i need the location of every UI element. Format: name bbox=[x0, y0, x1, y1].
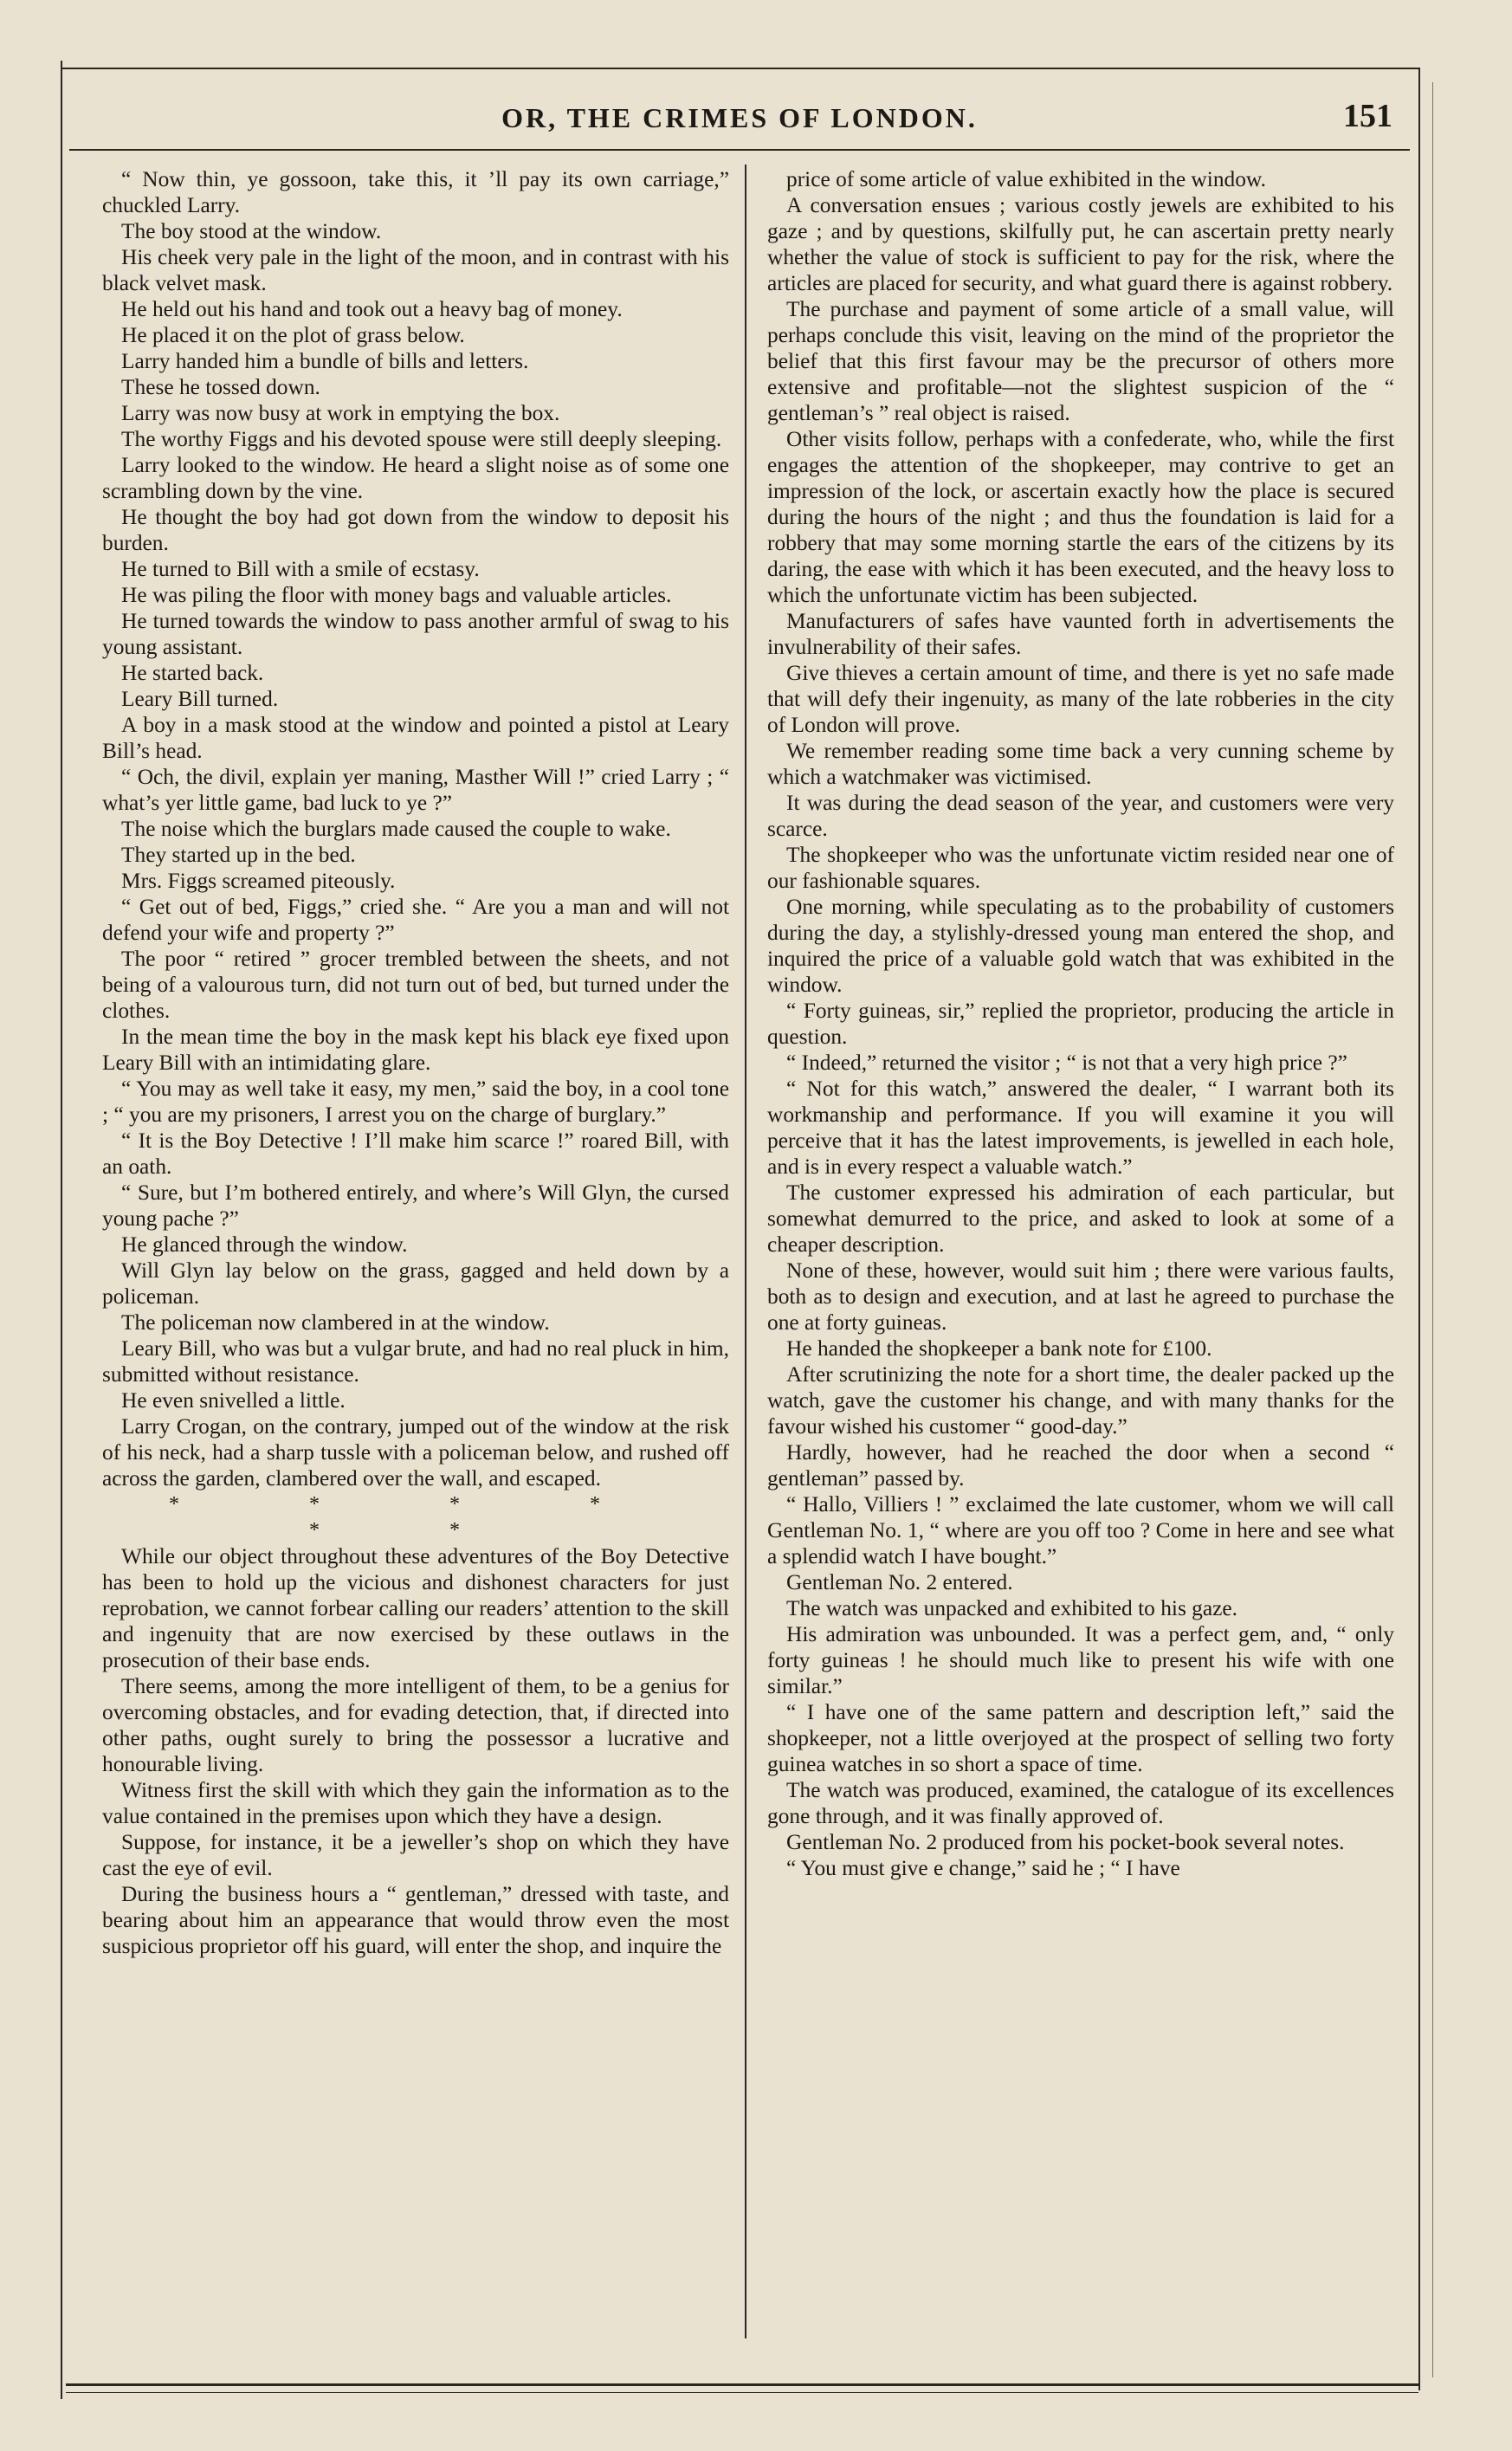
paragraph: He handed the shopkeeper a bank note for £100. bbox=[786, 1336, 1212, 1361]
paragraph: Gentleman No. 2 produced from his pocket-book several notes. bbox=[786, 1830, 1345, 1854]
paragraph: “ Och, the divil, explain yer maning, Masther Will !” cried Larry ; “ what’s yer little game, bad luck to ye ?” bbox=[102, 765, 729, 815]
paragraph: “ Not for this watch,” answered the dealer, “ I warrant both its workmanship and performance. If you will examine it you will perceive that it has the latest improvements, is jewelled in each hole, and is in every respect a valuable watch.” bbox=[767, 1077, 1394, 1179]
frame-left-rule bbox=[61, 61, 62, 2399]
frame-right-rule bbox=[1418, 69, 1420, 2390]
bottom-rule-thin bbox=[66, 2392, 1418, 2393]
running-title: OR, THE CRIMES OF LONDON. bbox=[501, 102, 978, 133]
paragraph: “ It is the Boy Detective ! I’ll make him scarce !” roared Bill, with an oath. bbox=[102, 1128, 729, 1179]
paragraph: The purchase and payment of some article of a small value, will perhaps conclude this visit, leaving on the mind of the proprietor the belief that this first favour may be the precursor of others more extensive and profitable—not the slightest suspicion of the “ gentleman’s ” real object is raised. bbox=[767, 297, 1394, 425]
paragraph: The watch was produced, examined, the catalogue of its excellences gone through, and it was finally approved of. bbox=[767, 1778, 1394, 1828]
paragraph: Larry handed him a bundle of bills and letters. bbox=[121, 349, 529, 373]
paragraph: The watch was unpacked and exhibited to his gaze. bbox=[786, 1596, 1238, 1620]
paragraph: During the business hours a “ gentleman,” dressed with taste, and bearing about him an appearance that would throw even the most suspicious proprietor off his guard, will enter the shop, and inquire the bbox=[102, 1882, 729, 1958]
paragraph: He started back. bbox=[121, 661, 264, 685]
paragraph: He thought the boy had got down from the window to deposit his burden. bbox=[102, 505, 729, 555]
paragraph: One morning, while speculating as to the probability of customers during the day, a stylishly-dressed young man entered the shop, and inquired the price of a valuable gold watch that was exhibited in the window. bbox=[767, 895, 1394, 997]
paragraph: Hardly, however, had he reached the door when a second “ gentleman” passed by. bbox=[767, 1440, 1394, 1491]
paragraph: “ Hallo, Villiers ! ” exclaimed the late customer, whom we will call Gentleman No. 1, “ where are you off too ? Come in here and see what a splendid watch I have bought.” bbox=[767, 1492, 1394, 1568]
paragraph: There seems, among the more intelligent of them, to be a genius for overcoming obstacles, and for evading detection, that, if directed into other paths, ought surely to bring the possessor a lucrative and honourable living. bbox=[102, 1674, 729, 1776]
paragraph: A boy in a mask stood at the window and pointed a pistol at Leary Bill’s head. bbox=[102, 713, 729, 763]
paragraph: The boy stood at the window. bbox=[121, 219, 382, 243]
paragraph: It was during the dead season of the year, and customers were very scarce. bbox=[767, 791, 1394, 841]
paragraph: They started up in the bed. bbox=[121, 843, 356, 867]
paragraph: We remember reading some time back a very cunning scheme by which a watchmaker was victimised. bbox=[767, 739, 1394, 789]
paragraph: Will Glyn lay below on the grass, gagged and held down by a policeman. bbox=[102, 1258, 729, 1309]
paragraph: The shopkeeper who was the unfortunate victim resided near one of our fashionable squares. bbox=[767, 843, 1394, 893]
paragraph: He glanced through the window. bbox=[121, 1232, 408, 1257]
paragraph: The worthy Figgs and his devoted spouse were still deeply sleeping. bbox=[121, 427, 722, 451]
paragraph: Give thieves a certain amount of time, and there is yet no safe made that will defy their ingenuity, as many of the late robberies in the city of London will prove. bbox=[767, 661, 1394, 737]
paragraph: His cheek very pale in the light of the moon, and in contrast with his black velvet mask. bbox=[102, 245, 729, 295]
paragraph: His admiration was unbounded. It was a perfect gem, and, “ only forty guineas ! he should much like to present his wife with one similar.” bbox=[767, 1622, 1394, 1698]
paragraph: Mrs. Figgs screamed piteously. bbox=[121, 869, 396, 893]
paragraph: “ Get out of bed, Figgs,” cried she. “ Are you a man and will not defend your wife and property ?” bbox=[102, 895, 729, 945]
paragraph: “ You may as well take it easy, my men,” said the boy, in a cool tone ; “ you are my prisoners, I arrest you on the charge of burglary.” bbox=[102, 1077, 729, 1127]
paragraph: Larry was now busy at work in emptying the box. bbox=[121, 401, 560, 425]
frame-right-inner-rule bbox=[1432, 82, 1433, 2377]
paragraph: After scrutinizing the note for a short time, the dealer packed up the watch, gave the customer his change, and with many thanks for the favour wished his customer “ good-day.” bbox=[767, 1362, 1394, 1439]
paragraph: Gentleman No. 2 entered. bbox=[786, 1570, 1013, 1594]
paragraph: Leary Bill turned. bbox=[121, 687, 279, 711]
paragraph: In the mean time the boy in the mask kept his black eye fixed upon Leary Bill with an intimidating glare. bbox=[102, 1025, 729, 1075]
paragraph: “ Forty guineas, sir,” replied the proprietor, producing the article in question. bbox=[767, 999, 1394, 1049]
paragraph: “ Now thin, ye gossoon, take this, it ’ll pay its own carriage,” chuckled Larry. bbox=[102, 167, 729, 217]
paragraph: “ I have one of the same pattern and description left,” said the shopkeeper, not a little overjoyed at the prospect of selling two forty guinea watches in so short a space of time. bbox=[767, 1700, 1394, 1776]
column-divider bbox=[745, 165, 746, 2338]
page-header bbox=[69, 98, 1410, 151]
paragraph: He held out his hand and took out a heavy bag of money. bbox=[121, 297, 623, 321]
paragraph: None of these, however, would suit him ; there were various faults, both as to design and execution, and at last he agreed to purchase the one at forty guineas. bbox=[767, 1258, 1394, 1335]
paragraph: Leary Bill, who was but a vulgar brute, and had no real pluck in him, submitted without resistance. bbox=[102, 1336, 729, 1387]
paragraph: A conversation ensues ; various costly jewels are exhibited to his gaze ; and by questions, skilfully put, he can ascertain pretty nearly whether the value of stock is sufficient to pay for the risk, where the articles are placed for security, and what guard there is against robbery. bbox=[767, 193, 1394, 295]
paragraph: Manufacturers of safes have vaunted forth in advertisements the invulnerability of their safes. bbox=[767, 609, 1394, 659]
paragraph: “ Indeed,” returned the visitor ; “ is not that a very high price ?” bbox=[786, 1051, 1347, 1075]
paragraph: The noise which the burglars made caused the couple to wake. bbox=[121, 817, 671, 841]
paragraph: While our object throughout these adventures of the Boy Detective has been to hold up the vicious and dishonest characters for just reprobation, we cannot forbear calling our readers’ attention to the skill and ingenuity that are now exercised by these outlaws in the prosecution of their base ends. bbox=[102, 1544, 729, 1672]
paragraph: He turned to Bill with a smile of ecstasy. bbox=[121, 557, 480, 581]
paragraph: Witness first the skill with which they gain the information as to the value contained in the premises upon which they have a design. bbox=[102, 1778, 729, 1828]
paragraph: The customer expressed his admiration of each particular, but somewhat demurred to the price, and asked to look at some of a cheaper description. bbox=[767, 1180, 1394, 1257]
paragraph: “ You must give e change,” said he ; “ I have bbox=[786, 1856, 1180, 1880]
top-rule bbox=[61, 68, 1420, 69]
paragraph: The policeman now clambered in at the window. bbox=[121, 1310, 550, 1335]
paragraph: He placed it on the plot of grass below. bbox=[121, 323, 465, 347]
paragraph: The poor “ retired ” grocer trembled between the sheets, and not being of a valourous turn, did not turn out of bed, but turned under the clothes. bbox=[102, 947, 729, 1023]
paragraph: Larry looked to the window. He heard a slight noise as of some one scrambling down by the vine. bbox=[102, 453, 729, 503]
paragraph: Larry Crogan, on the contrary, jumped out of the window at the risk of his neck, had a sharp tussle with a policeman below, and rushed off across the garden, clambered over the wall, and escaped. bbox=[102, 1414, 729, 1491]
right-column bbox=[767, 166, 1394, 1881]
paragraph: He was piling the floor with money bags and valuable articles. bbox=[121, 583, 672, 607]
bottom-rule bbox=[66, 2383, 1418, 2386]
header-rule bbox=[69, 149, 1410, 151]
paragraph: He turned towards the window to pass another armful of swag to his young assistant. bbox=[102, 609, 729, 659]
paragraph: Suppose, for instance, it be a jeweller’s shop on which they have cast the eye of evil. bbox=[102, 1830, 729, 1880]
paragraph: These he tossed down. bbox=[121, 375, 320, 399]
paragraph: Other visits follow, perhaps with a confederate, who, while the first engages the attention of the shopkeeper, may contrive to get an impression of the lock, or ascertain exactly how the place is secured during the hours of the night ; and thus the foundation is laid for a robbery that may some morning startle the ears of the citizens by its daring, the ease with which it has been executed, and the heavy loss to which the unfortunate victim has been subjected. bbox=[767, 427, 1394, 607]
paragraph: “ Sure, but I’m bothered entirely, and where’s Will Glyn, the cursed young pache ?” bbox=[102, 1180, 729, 1231]
left-column bbox=[102, 166, 729, 1959]
section-separator: * * * * * * bbox=[169, 1493, 662, 1542]
page-number: 151 bbox=[1343, 98, 1392, 134]
paragraph: He even snivelled a little. bbox=[121, 1388, 346, 1413]
paragraph: price of some article of value exhibited in the window. bbox=[786, 167, 1266, 191]
